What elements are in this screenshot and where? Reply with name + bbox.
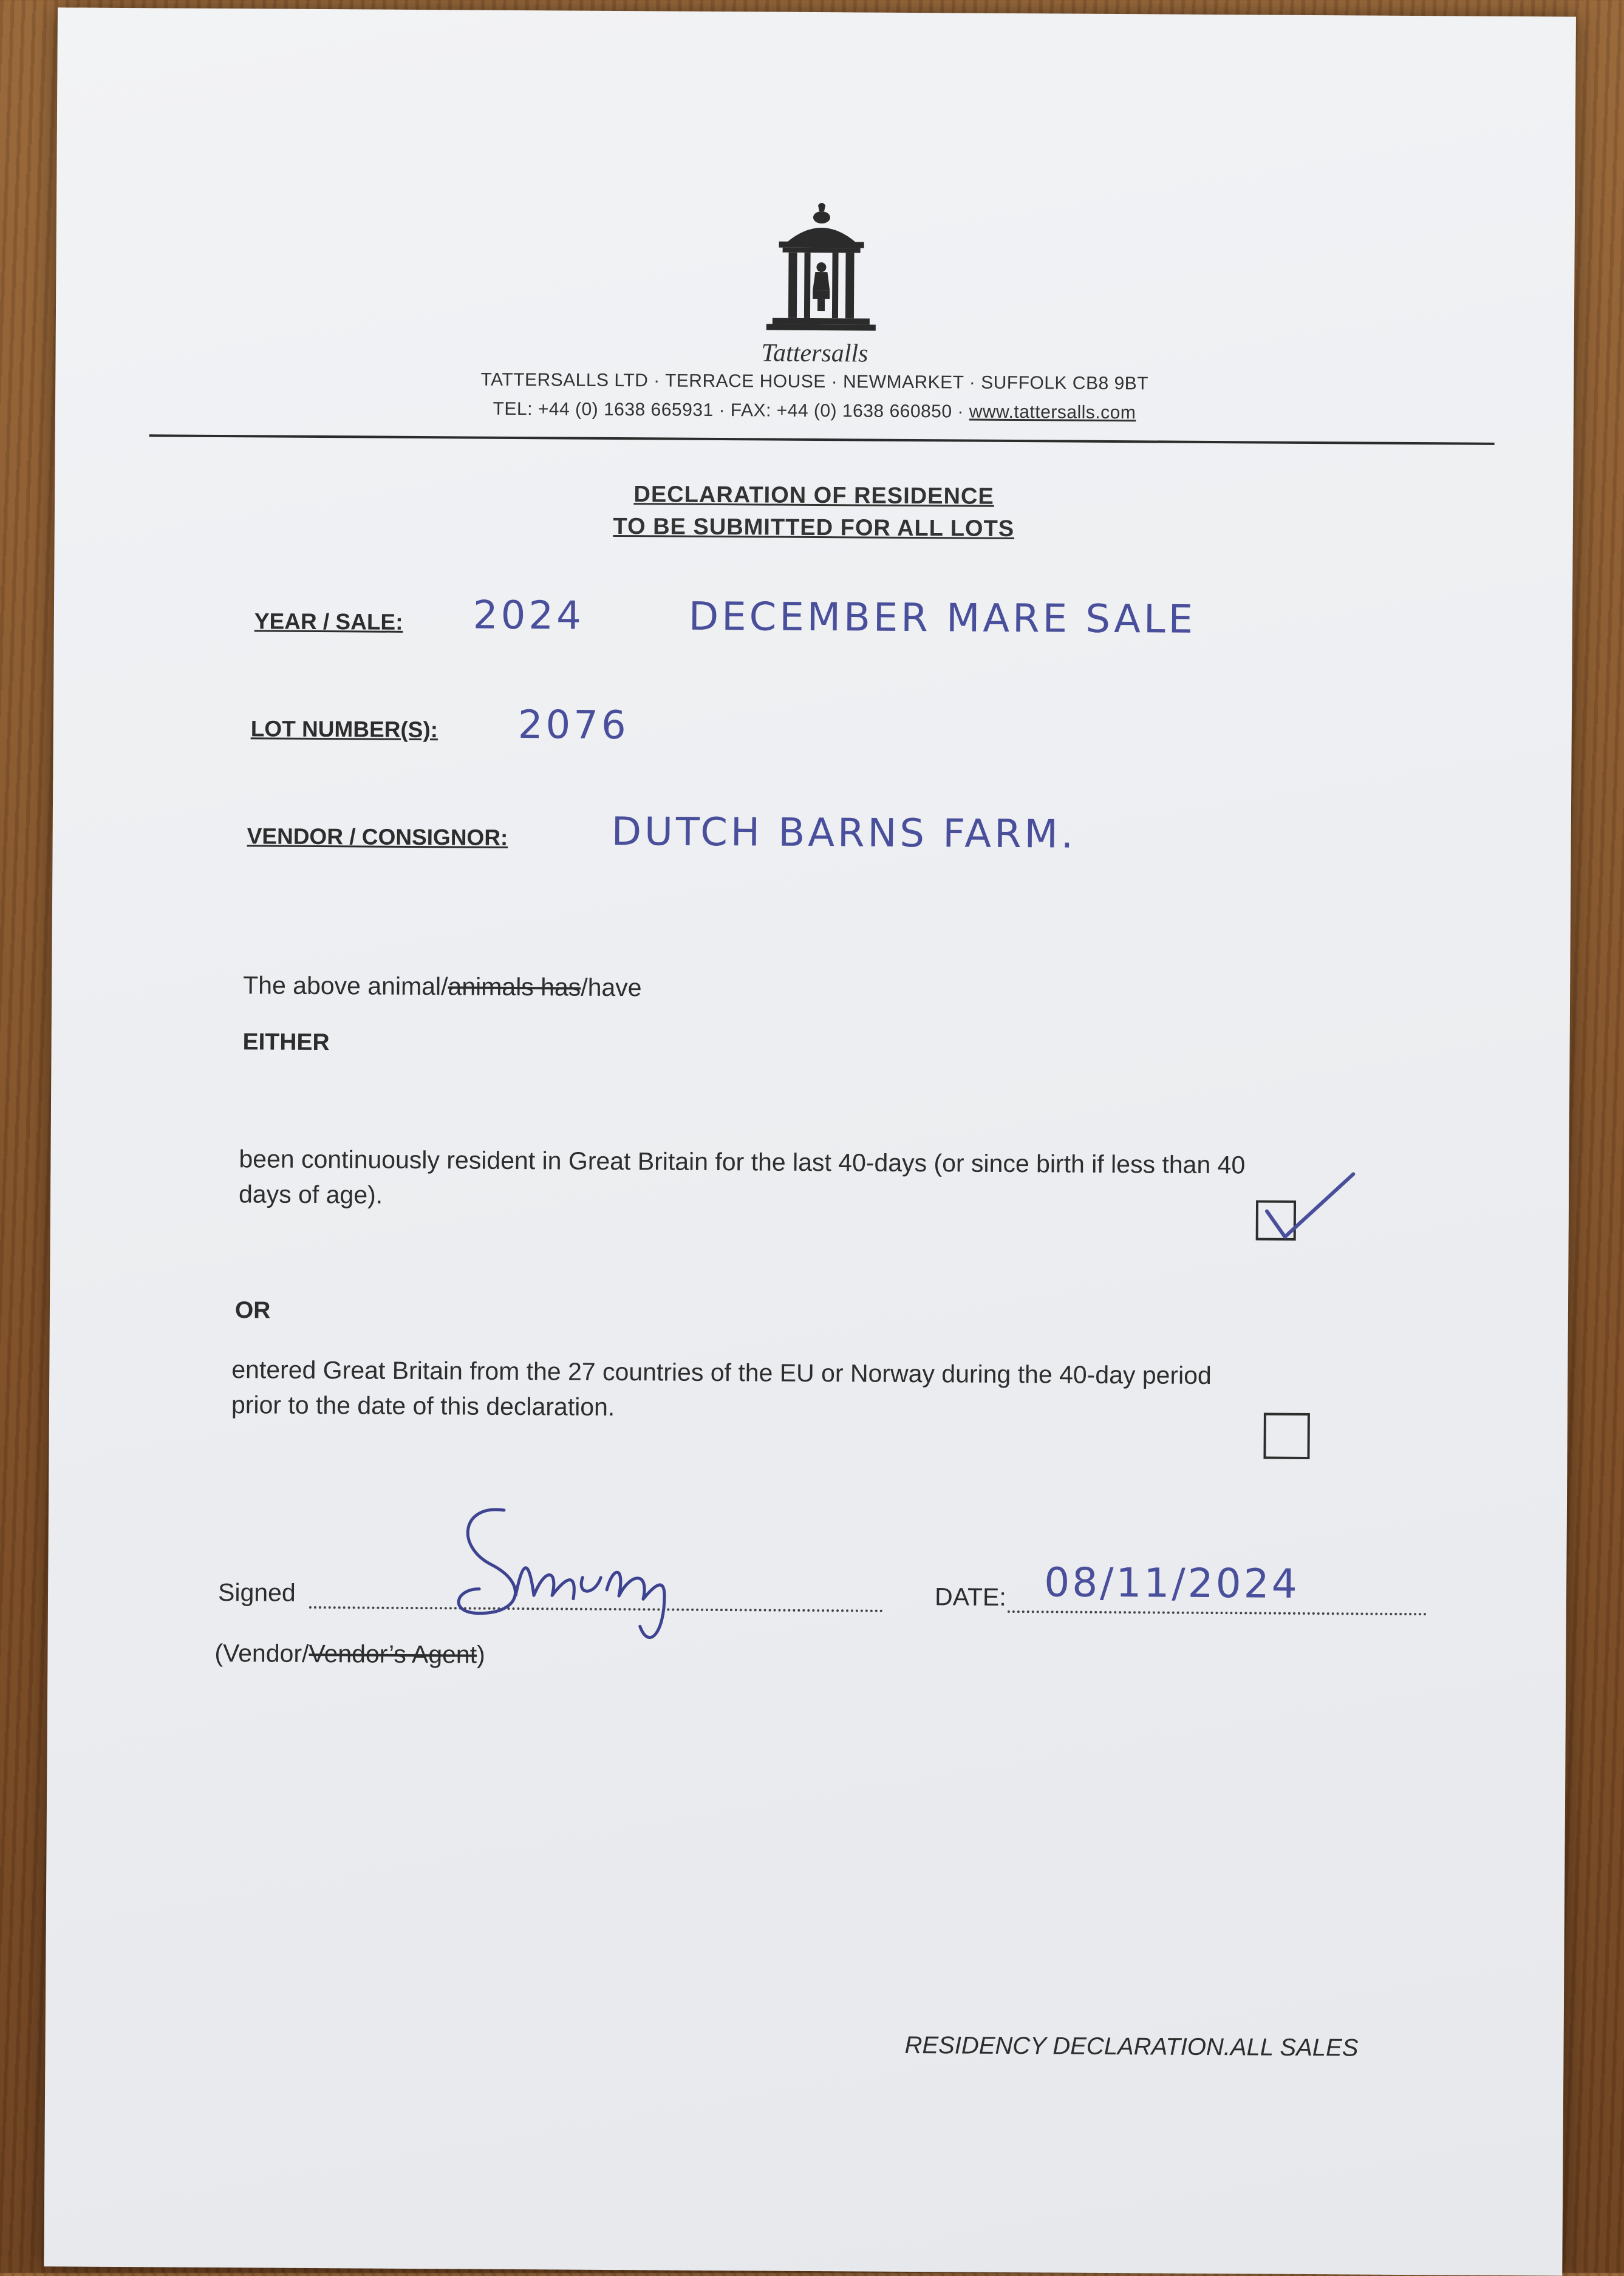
contact-phone-fax: TEL: +44 (0) 1638 665931 · FAX: +44 (0) 1638 660850 ·	[493, 398, 969, 422]
website-link[interactable]: www.tattersalls.com	[969, 401, 1136, 423]
sale-value[interactable]: DECEMBER MARE SALE	[688, 594, 1196, 642]
or-label: OR	[234, 1297, 271, 1324]
option2-checkbox[interactable]	[1263, 1413, 1309, 1459]
signer-role	[214, 1639, 485, 1669]
vendor-value[interactable]: DUTCH BARNS FARM.	[611, 809, 1077, 857]
form-reference: RESIDENCY DECLARATION.ALL SALES	[904, 2031, 1359, 2062]
year-sale-label: YEAR / SALE:	[254, 608, 403, 635]
lot-number-value[interactable]: 2076	[517, 703, 629, 749]
vendor-label: VENDOR / CONSIGNOR:	[247, 823, 508, 850]
date-line	[1008, 1610, 1427, 1615]
year-value[interactable]: 2024	[473, 593, 585, 639]
form-subtitle: TO BE SUBMITTED FOR ALL LOTS	[613, 513, 1015, 542]
option1-check-mark-icon	[1256, 1168, 1360, 1248]
form-title: DECLARATION OF RESIDENCE	[633, 482, 994, 509]
either-label: EITHER	[242, 1029, 330, 1056]
intro-struck-text: animals has	[448, 972, 581, 1001]
signed-label: Signed	[217, 1578, 296, 1607]
date-label: DATE:	[934, 1583, 1006, 1611]
option1-line2: days of age).	[238, 1180, 383, 1209]
address-line: TATTERSALLS LTD · TERRACE HOUSE · NEWMARKET · SUFFOLK CB8 9BT	[480, 369, 1149, 394]
header-divider	[149, 434, 1495, 445]
role-struck-text: Vendor’s Agent	[309, 1639, 477, 1669]
tattersalls-logo	[754, 200, 889, 340]
option2-line1: entered Great Britain from the 27 countries of the EU or Norway during the 40-day period	[231, 1355, 1212, 1390]
option2-line2: prior to the date of this declaration.	[231, 1391, 615, 1422]
role-suffix: )	[476, 1640, 485, 1669]
contact-line	[55, 396, 1574, 426]
intro-prefix: The above animal/	[243, 971, 448, 1001]
brand-name: Tattersalls	[761, 339, 868, 368]
declaration-form	[44, 7, 1576, 2275]
date-value[interactable]: 08/11/2024	[1043, 1559, 1300, 1607]
intro-statement	[243, 971, 642, 1002]
role-prefix: (Vendor/	[214, 1638, 309, 1668]
handwritten-signature[interactable]	[424, 1497, 729, 1657]
intro-suffix: /have	[581, 973, 642, 1002]
option1-line1: been continuously resident in Great Britain for the last 40-days (or since birth if less than 40	[239, 1145, 1246, 1179]
lot-number-label: LOT NUMBER(S):	[250, 716, 438, 743]
